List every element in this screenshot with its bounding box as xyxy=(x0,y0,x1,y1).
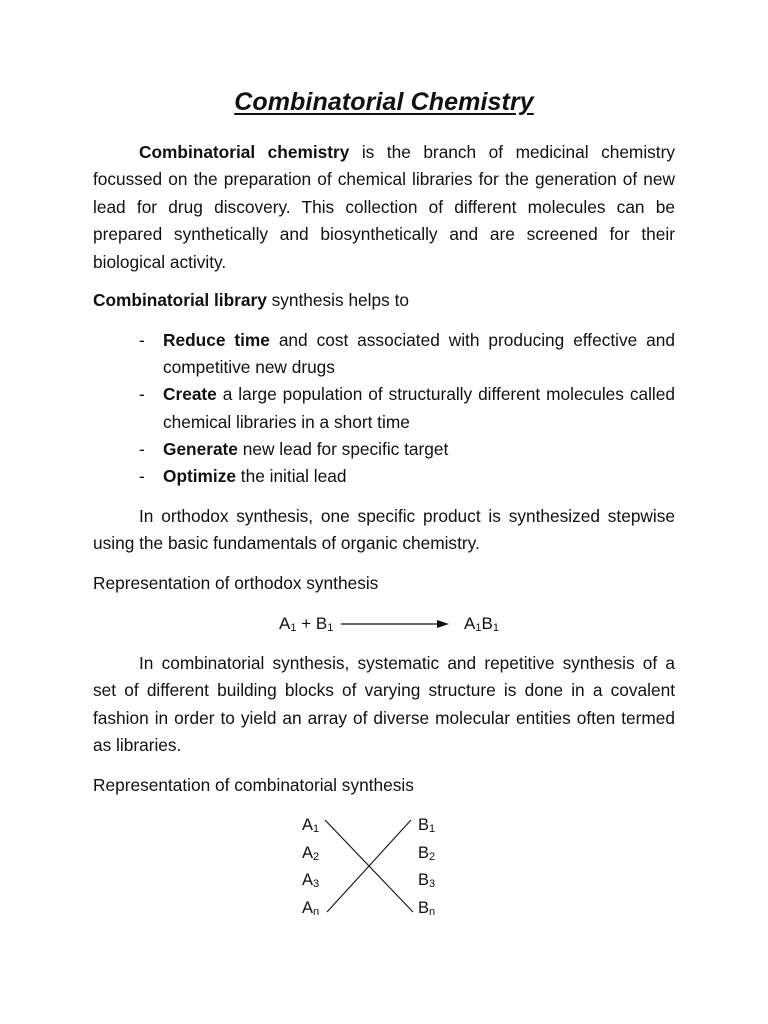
list-item xyxy=(93,381,675,435)
reactant-a-subscript: 1 xyxy=(290,622,297,634)
list-item xyxy=(302,815,319,843)
combinatorial-paragraph: In combinatorial synthesis, systematic and repetitive synthesis of a set of different building blocks of varying structure is done in a covalent fashion in order to yield an array of diverse molecular entities often termed as libraries. xyxy=(93,653,675,756)
intro-lead-term: Combinatorial chemistry xyxy=(139,142,350,162)
block-subscript: 3 xyxy=(429,878,436,890)
intro-paragraph xyxy=(93,139,675,276)
product-a-subscript: 1 xyxy=(475,622,482,634)
list-item-term: Optimize xyxy=(163,466,236,487)
block-subscript: n xyxy=(429,905,436,918)
plus-sign: + xyxy=(296,614,316,633)
list-item xyxy=(418,870,435,898)
block-letter: A xyxy=(302,816,314,834)
block-subscript: n xyxy=(313,905,320,918)
library-heading xyxy=(93,287,675,314)
list-item xyxy=(418,898,435,926)
list-item xyxy=(93,463,675,490)
block-letter: B xyxy=(418,871,430,889)
list-item-text: and cost associated with producing effective and competitive new drugs xyxy=(163,330,676,378)
list-item xyxy=(418,815,435,843)
list-item xyxy=(302,898,319,926)
list-item-term: Create xyxy=(163,384,217,405)
product-b: B xyxy=(481,614,493,633)
reaction-reactants xyxy=(279,614,333,634)
cross-lines-icon xyxy=(325,818,415,914)
block-letter: B xyxy=(418,843,430,862)
list-dash: - xyxy=(139,330,145,350)
list-item-term: Reduce time xyxy=(163,330,270,350)
list-item-text: a large population of structurally different molecules called chemical libraries in a short time xyxy=(163,384,675,432)
list-item xyxy=(93,327,675,381)
orthodox-representation-label: Representation of orthodox synthesis xyxy=(93,573,379,593)
block-subscript: 1 xyxy=(313,823,320,835)
orthodox-paragraph: In orthodox synthesis, one specific product is synthesized stepwise using the basic fundamentals of organic chemistry. xyxy=(93,506,675,554)
intro-text: is the branch of medicinal chemistry focussed on the preparation of chemical libraries for the generation of new lead for drug discovery. This collection of different molecules can be prepared synthetically and biosynthetically and are screened for their biological activity. xyxy=(93,142,676,272)
list-item-text: the initial lead xyxy=(235,466,347,487)
reactant-b: B xyxy=(315,614,328,633)
block-letter: A xyxy=(302,898,314,917)
product-b-subscript: 1 xyxy=(492,622,499,634)
block-subscript: 3 xyxy=(313,878,320,890)
list-dash: - xyxy=(139,384,145,405)
library-text: synthesis helps to xyxy=(266,290,409,310)
block-subscript: 2 xyxy=(313,850,320,863)
list-item xyxy=(302,870,319,898)
list-item-text: new lead for specific target xyxy=(237,438,449,459)
reactant-b-subscript: 1 xyxy=(327,622,334,634)
reactant-a: A xyxy=(279,614,291,633)
reaction-product xyxy=(464,614,499,634)
list-item xyxy=(93,436,675,463)
list-item xyxy=(418,843,435,871)
block-letter: A xyxy=(302,843,314,862)
combinatorial-representation-label: Representation of combinatorial synthesis xyxy=(93,775,414,795)
block-subscript: 2 xyxy=(429,850,436,863)
block-letter: B xyxy=(418,898,430,917)
block-letter: A xyxy=(302,871,314,889)
block-letter: B xyxy=(418,816,430,834)
building-blocks-a xyxy=(302,815,319,925)
block-subscript: 1 xyxy=(429,823,436,835)
list-item xyxy=(302,843,319,871)
product-a: A xyxy=(464,614,476,633)
list-item-term: Generate xyxy=(163,438,238,459)
page-title: Combinatorial Chemistry xyxy=(234,88,534,116)
reaction-arrow-icon xyxy=(341,618,451,630)
list-dash: - xyxy=(139,466,145,487)
building-blocks-b xyxy=(418,815,435,925)
list-dash: - xyxy=(139,438,145,459)
library-lead-term: Combinatorial library xyxy=(93,290,267,310)
benefits-list xyxy=(93,327,675,490)
